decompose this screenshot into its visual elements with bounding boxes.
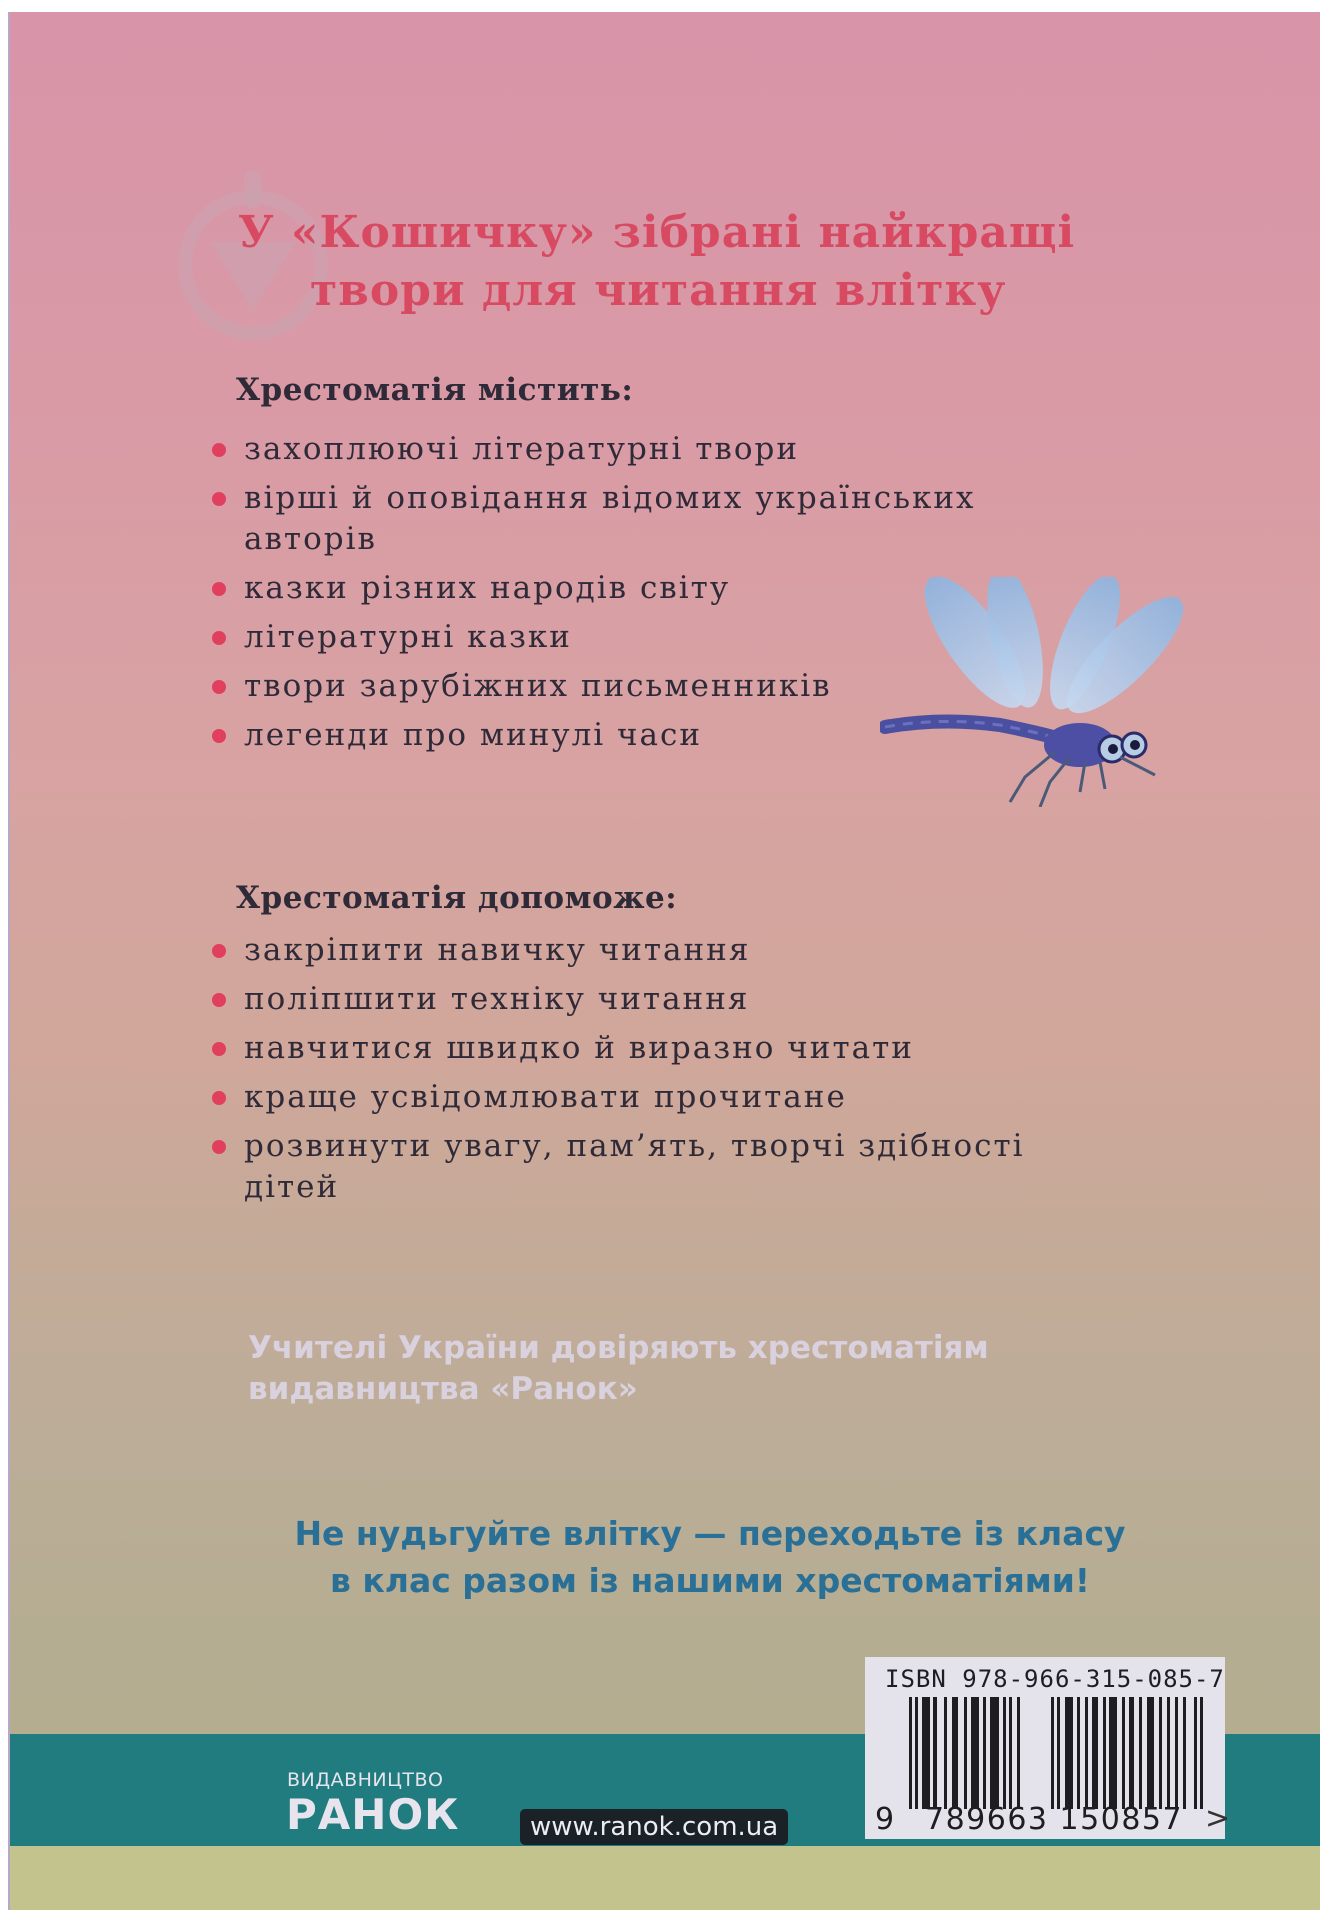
slogan	[230, 1510, 1190, 1604]
list-item: поліпшити техніку читання	[206, 979, 1025, 1020]
bullet-icon	[212, 443, 226, 457]
barcode-arrow-icon: >	[1205, 1801, 1231, 1836]
headline-line-2: твори для читання влітку	[310, 265, 1007, 316]
bullet-icon	[212, 993, 226, 1007]
barcode-bars	[909, 1697, 1204, 1809]
dragonfly-icon	[880, 577, 1200, 807]
slogan-line-1: Не нудьгуйте влітку — переходьте із класу	[294, 1514, 1126, 1553]
list-item: вірші й оповідання відомих українських авторів	[206, 478, 975, 560]
list-item: краще усвідомлювати прочитане	[206, 1077, 1025, 1118]
trust-statement	[248, 1328, 1148, 1410]
contains-section-title: Хрестоматія містить:	[236, 372, 634, 408]
trust-line-2: видавництва «Ранок»	[248, 1371, 638, 1407]
bullet-icon	[212, 492, 226, 506]
bullet-icon	[212, 631, 226, 645]
barcode-lead-digit: 9	[875, 1802, 895, 1837]
list-item: закріпити навичку читання	[206, 930, 1025, 971]
list-item: твори зарубіжних письменників	[206, 666, 975, 707]
list-item: захоплюючі літературні твори	[206, 429, 975, 470]
headline	[238, 204, 1238, 320]
isbn-text: ISBN 978-966-315-085-7	[885, 1665, 1225, 1693]
bullet-icon	[212, 1140, 226, 1154]
list-item: літературні казки	[206, 617, 975, 658]
barcode	[865, 1657, 1231, 1839]
bullet-icon	[212, 582, 226, 596]
publisher-label: ВИДАВНИЦТВО	[287, 1769, 444, 1791]
book-back-cover	[8, 12, 1320, 1910]
bullet-icon	[212, 944, 226, 958]
headline-line-1: У «Кошичку» зібрані найкращі	[238, 207, 1076, 258]
slogan-line-2: в клас разом із нашими хрестоматіями!	[330, 1561, 1090, 1600]
bottom-strip	[10, 1846, 1320, 1910]
list-item: навчитися швидко й виразно читати	[206, 1028, 1025, 1069]
trust-line-1: Учителі України довіряють хрестоматіям	[248, 1330, 989, 1366]
helps-list	[206, 930, 1025, 1208]
barcode-digits: 789663 150857	[925, 1802, 1184, 1837]
list-item: розвинути увагу, пам’ять, творчі здібності дітей	[206, 1126, 1025, 1208]
bullet-icon	[212, 680, 226, 694]
contains-list	[206, 429, 975, 756]
list-item: казки різних народів світу	[206, 568, 975, 609]
publisher-url[interactable]: www.ranok.com.ua	[520, 1809, 788, 1845]
bullet-icon	[212, 1091, 226, 1105]
bullet-icon	[212, 1042, 226, 1056]
bullet-icon	[212, 729, 226, 743]
publisher-logo: РАНОК	[286, 1790, 460, 1839]
list-item: легенди про минулі часи	[206, 715, 975, 756]
helps-section-title: Хрестоматія допоможе:	[236, 880, 678, 916]
